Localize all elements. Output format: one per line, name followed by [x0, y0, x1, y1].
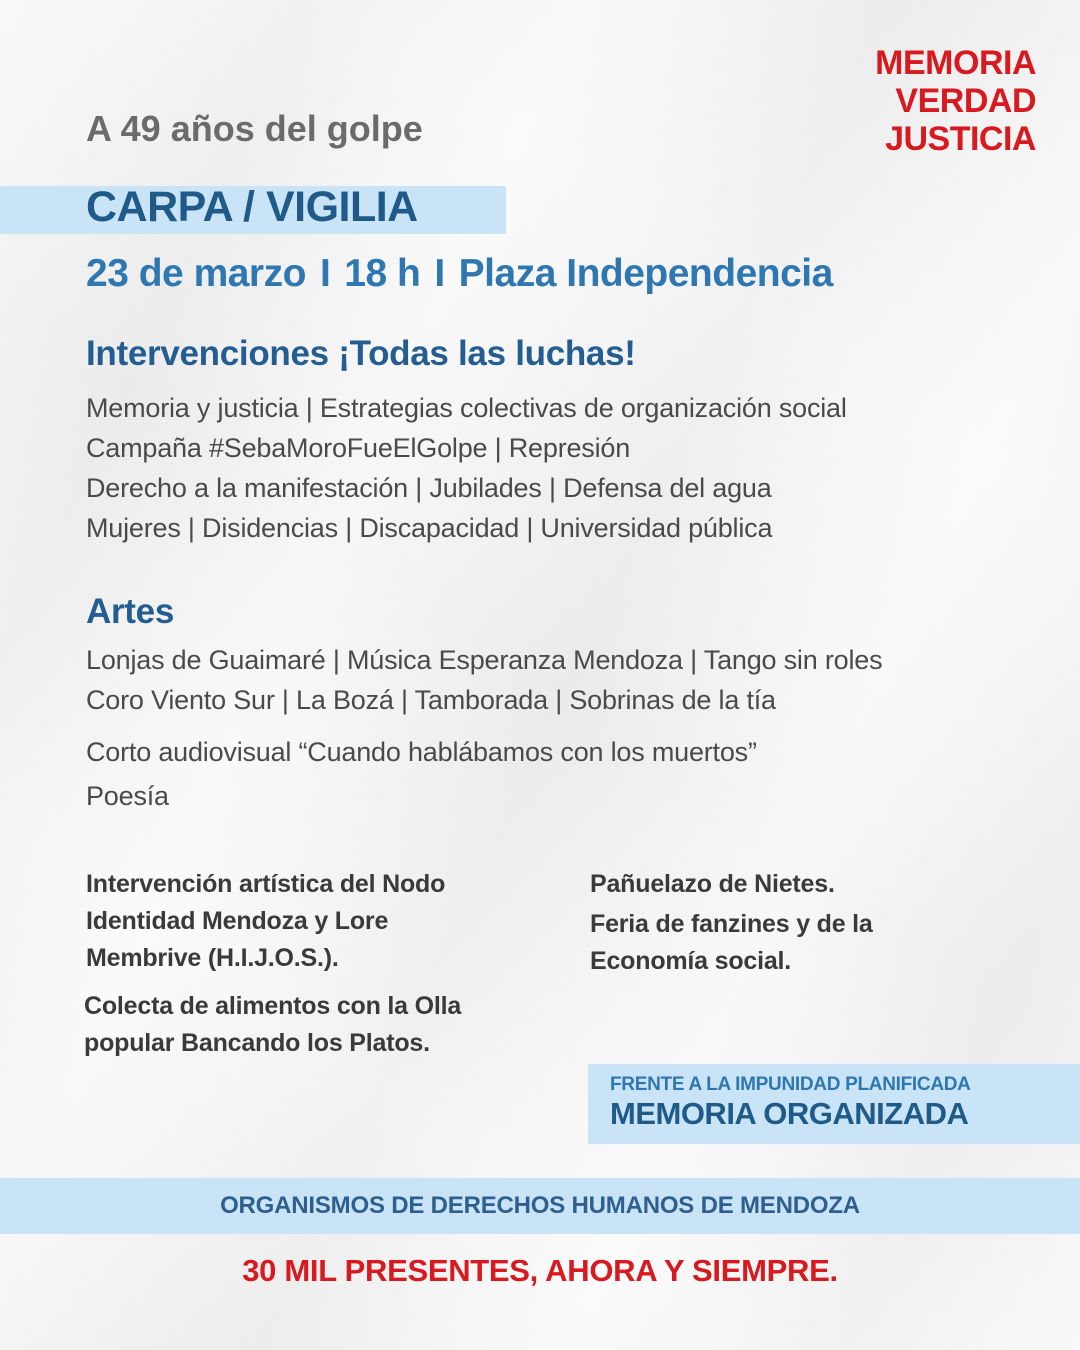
note-line: Pañuelazo de Nietes. [590, 870, 835, 898]
list-item: Poesía [86, 781, 169, 811]
list-item: Corto audiovisual “Cuando hablábamos con los muertos” [86, 737, 757, 767]
event-separator: I [434, 252, 445, 295]
note-line: Feria de fanzines y de la [590, 910, 873, 938]
note-line: Membrive (H.I.J.O.S.). [86, 944, 339, 972]
event-place: Plaza Independencia [458, 252, 833, 295]
motto-memoria: MEMORIA [875, 44, 1036, 82]
event-time: 18 h [344, 252, 421, 295]
impunidad-top-text: FRENTE A LA IMPUNIDAD PLANIFICADA [610, 1074, 971, 1095]
page-title: CARPA / VIGILIA [86, 183, 418, 231]
motto-verdad: VERDAD [895, 82, 1036, 120]
list-item: Lonjas de Guaimaré | Música Esperanza Mendoza | Tango sin roles [86, 645, 883, 675]
intervenciones-heading: Intervenciones ¡Todas las luchas! [86, 334, 636, 373]
note-line: Intervención artística del Nodo [86, 870, 446, 898]
note-line: Identidad Mendoza y Lore [86, 907, 389, 935]
event-date: 23 de marzo [86, 252, 306, 295]
note-feria [590, 906, 873, 980]
motto-justicia: JUSTICIA [885, 120, 1036, 158]
note-colecta [84, 988, 461, 1062]
artes-heading: Artes [86, 592, 174, 631]
note-line: popular Bancando los Platos. [84, 1029, 430, 1057]
note-line: Colecta de alimentos con la Olla [84, 992, 462, 1020]
list-item: Coro Viento Sur | La Bozá | Tamborada | Sobrinas de la tía [86, 685, 776, 715]
artes-list [86, 640, 882, 816]
list-item: Derecho a la manifestación | Jubilades | Defensa del agua [86, 473, 772, 503]
impunidad-main-text: MEMORIA ORGANIZADA [610, 1096, 969, 1131]
page-subtitle: A 49 años del golpe [86, 108, 423, 149]
note-panuelazo [590, 866, 835, 903]
event-info [86, 252, 833, 296]
list-item: Mujeres | Disidencias | Discapacidad | Universidad pública [86, 513, 773, 543]
note-intervencion-artistica [86, 866, 445, 977]
note-line: Economía social. [590, 947, 792, 975]
list-item: Campaña #SebaMoroFueElGolpe | Represión [86, 433, 631, 463]
event-separator: I [319, 252, 331, 295]
organismos-text: ORGANISMOS DE DERECHOS HUMANOS DE MENDOZA [220, 1192, 860, 1219]
intervenciones-list [86, 388, 847, 548]
final-slogan: 30 MIL PRESENTES, AHORA Y SIEMPRE. [242, 1253, 838, 1288]
list-item: Memoria y justicia | Estrategias colectivas de organización social [86, 393, 847, 423]
motto-block [875, 44, 1036, 158]
